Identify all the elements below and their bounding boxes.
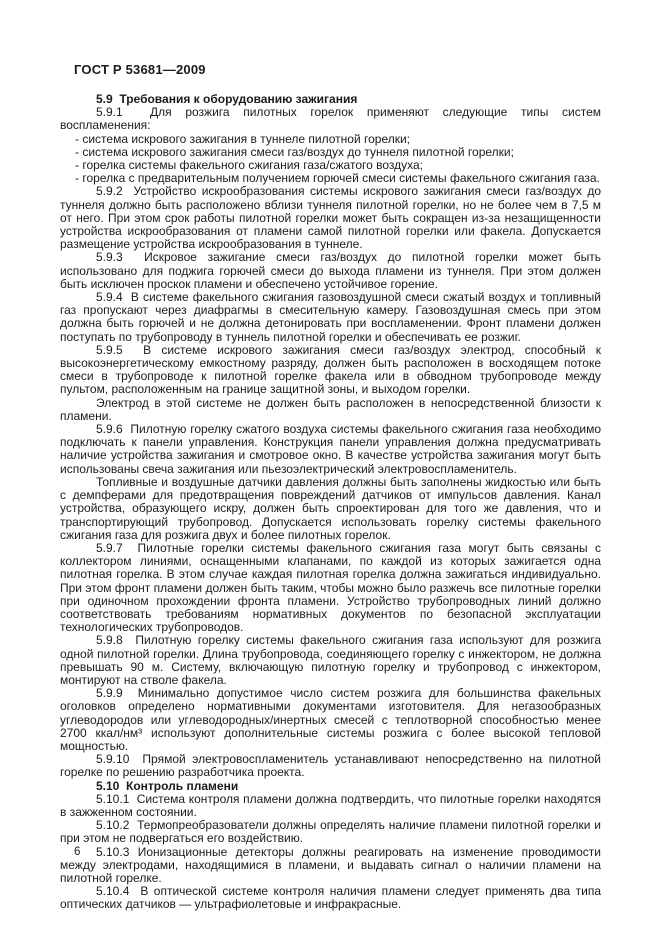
paragraph-5-9-10: 5.9.10 Прямой электровоспламенитель устанавливают непосредственно на пилотной горелке по решению разработчика проекта. — [60, 752, 601, 780]
paragraph-5-10-1: 5.10.1 Система контроля пламени должна подтвердить, что пилотные горелки находятся в зажженном состоянии. — [60, 791, 601, 819]
paragraph-5-9-9: 5.9.9 Минимально допустимое число систем розжига для большинства факельных оголовков определено нормативными документами изготовителя. Для негазообразных углеводородов или углеводородных/инертных смесей с теплотворной способностью менее 2700 ккал/нм³ используют дополнительные системы розжига с более высокой тепловой мощностью. — [60, 686, 601, 753]
list-item: - система искрового зажигания в туннеле пилотной горелки; — [75, 131, 411, 146]
paragraph-5-9-8: 5.9.8 Пилотную горелку системы факельного сжигания газа используют для розжига одной пилотной горелки. Длина трубопровода, соединяющего горелку с инжектором, не должна превышать 90 м. Систему, включающую пилотную горелку и трубопровод с инжектором, монтируют на стволе факела. — [60, 633, 601, 687]
paragraph-5-10-4: 5.10.4 В оптической системе контроля наличия пламени следует применять два типа оптических датчиков — ультрафиолетовые и инфракрасные. — [60, 884, 601, 912]
page-number: 6 — [74, 846, 81, 858]
paragraph-5-9-6: 5.9.6 Пилотную горелку сжатого воздуха системы факельного сжигания газа необходимо подключать к панели управления. Конструкция панели управления должна предусматривать наличие устройства зажигания и смотровое окно. В качестве устройства зажигания могут быть использованы свеча зажигания или пьезоэлектрический электровоспламенитель. — [60, 422, 601, 476]
paragraph-5-9-4: 5.9.4 В системе факельного сжигания газовоздушной смеси сжатый воздух и топливный газ пропускают через диафрагмы в смесительную камеру. Газовоздушная смесь при этом должна быть горючей и не должна детонировать при воспламенении. Фронт пламени должен поступать по трубопроводу в туннель пилотной горелки и обеспечивать ее розжиг. — [60, 290, 601, 344]
paragraph-5-9-2: 5.9.2 Устройство искрообразования системы искрового зажигания смеси газ/воздух до туннеля должно быть расположено вблизи туннеля пилотной горелки, но не более чем в 7,5 м от него. При этом срок работы пилотной горелки может быть сокращен из-за незащищенности устройства искрообразования от пламени самой пилотной горелки или факела. Допускается размещение устройства искрообразования в туннеле. — [60, 184, 601, 252]
document-body — [60, 93, 601, 912]
list-item: - система искрового зажигания смеси газ/воздух до туннеля пилотной горелки; — [75, 144, 514, 159]
paragraph-5-9-5: 5.9.5 В системе искрового зажигания смеси газ/воздух электрод, способный к высокоэнергетическому емкостному разряду, должен быть расположен в восходящем потоке смеси в трубопроводе к пилотной горелке факела или в обводном трубопроводе между пультом, расположенным на границе защитной зоны, и выходом горелки. — [60, 342, 601, 397]
paragraph-5-10-3: 5.10.3 Ионизационные детекторы должны реагировать на изменение проводимости между электродами, находящимися в пламени, и выдавать сигнал о наличии пламени на пилотной горелке. — [60, 844, 601, 885]
section-heading-5-10: 5.10 Контроль пламени — [96, 778, 239, 793]
running-header-doc-code: ГОСТ Р 53681—2009 — [74, 62, 206, 77]
paragraph-5-9-7: 5.9.7 Пилотные горелки системы факельного сжигания газа могут быть связаны с коллектором линиями, оснащенными клапанами, по каждой из которых зажигается одна пилотная горелка. В этом случае каждая пилотная горелка должна зажигаться индивидуально. При этом фронт пламени должен быть таким, чтобы можно было разжечь все пилотные горелки при одиночном прохождении фронта пламени. Устройство трубопроводных линий должно соответствовать требованиям нормативных документов по безопасной эксплуатации технологических трубопроводов. — [60, 540, 601, 635]
list-item: - горелка с предварительным получением горючей смеси системы факельного сжигания газа. — [75, 171, 600, 186]
section-heading-5-9: 5.9 Требования к оборудованию зажигания — [96, 92, 358, 106]
paragraph-5-9-6-cont: Топливные и воздушные датчики давления должны быть заполнены жидкостью или быть с демпферами для предотвращения повреждений датчиков от импульсов давления. Канал устройства, образующего искру, должен быть спроектирован для того же давления, что и транспортирующий трубопровод. Допускается использовать горелку системы факельного сжигания газа для розжига двух и более пилотных горелок. — [60, 474, 601, 542]
paragraph-5-9-1: 5.9.1 Для розжига пилотных горелок применяют следующие типы систем воспламенения: — [60, 105, 601, 133]
list-item: - горелка системы факельного сжигания газа/сжатого воздуха; — [75, 158, 424, 173]
paragraph-5-9-5-note: Электрод в этой системе не должен быть расположен в непосредственной близости к пламени. — [60, 395, 601, 423]
paragraph-5-9-3: 5.9.3 Искровое зажигание смеси газ/воздух до пилотной горелки может быть использовано для поджига горючей смеси до выхода пламени из туннеля. При этом должен быть исключен проскок пламени и обеспечено устойчивое горение. — [60, 250, 601, 291]
paragraph-5-10-2: 5.10.2 Термопреобразователи должны определять наличие пламени пилотной горелки и при этом не подвергаться его воздействию. — [60, 818, 601, 846]
